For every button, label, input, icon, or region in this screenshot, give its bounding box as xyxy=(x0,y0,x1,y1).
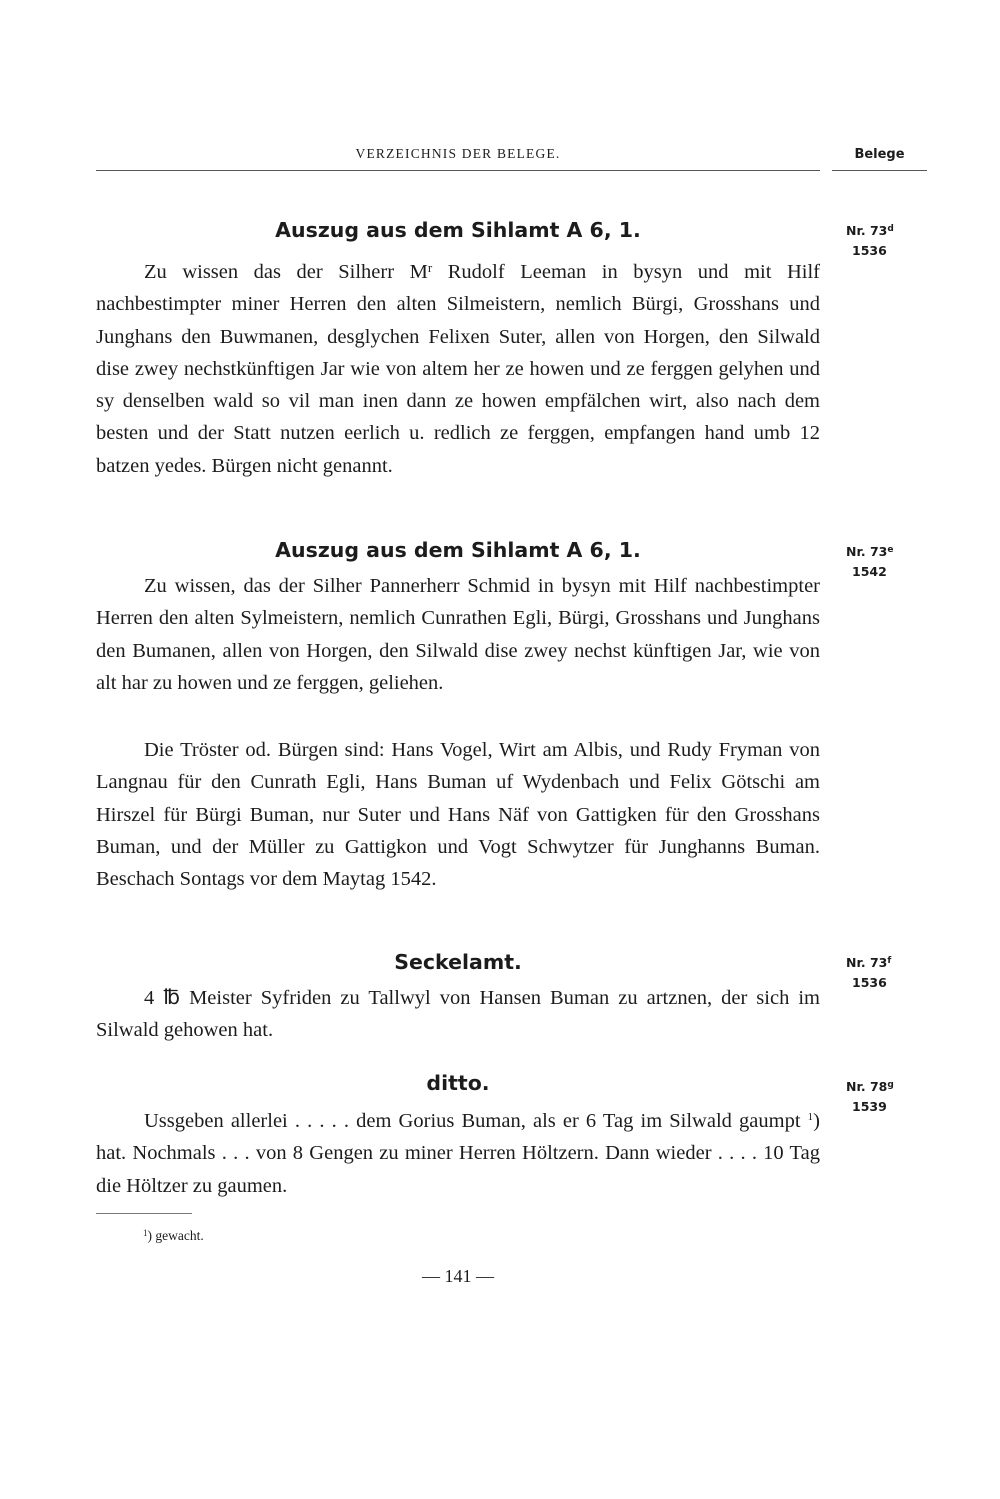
margin-header-rule xyxy=(832,170,927,171)
entry-year: 1542 xyxy=(852,564,887,579)
entry-heading-3: Seckelamt. xyxy=(394,950,522,974)
entry-paragraph: 4 ℔ Meister Syfriden zu Tallwyl von Hansen Buman zu artznen, der sich im Silwald gehowen hat. xyxy=(96,987,820,1042)
entry-year: 1539 xyxy=(852,1099,887,1114)
header-rule xyxy=(96,170,820,171)
entry-number: Nr. 73 xyxy=(846,955,888,970)
entry-number: Nr. 73 xyxy=(846,223,888,238)
entry-heading-1: Auszug aus dem Sihlamt A 6, 1. xyxy=(275,218,641,242)
entry-reference-4 xyxy=(846,1075,916,1117)
entry-heading-2: Auszug aus dem Sihlamt A 6, 1. xyxy=(275,538,641,562)
footnote-rule xyxy=(96,1213,192,1214)
entry-number-suffix: g xyxy=(887,1080,894,1090)
entry-paragraph: Ussgeben allerlei . . . . . dem Gorius Buman, als er 6 Tag im Silwald gaumpt $^1$) hat. Nochmals . . . von 8 Gengen zu miner Herren Höltzern. Dann wieder . . . . 10 Tag die Höltzer zu gaumen. xyxy=(96,1110,820,1197)
entry-reference-3 xyxy=(846,951,916,993)
entry-heading-4: ditto. xyxy=(426,1071,490,1095)
margin-header-label: Belege xyxy=(854,147,905,162)
entry-number-suffix: e xyxy=(887,545,894,555)
running-title: VERZEICHNIS DER BELEGE. xyxy=(355,146,561,161)
entry-reference-2 xyxy=(846,540,916,582)
footnote-text: ) gewacht. xyxy=(147,1228,204,1243)
entry-number: Nr. 73 xyxy=(846,544,888,559)
entry-paragraph: Die Tröster od. Bürgen sind: Hans Vogel, Wirt am Albis, und Rudy Fryman von Langnau für den Cunrath Egli, Hans Buman uf Wydenbach und Felix Götschi am Hirszel für Bürgi Buman, nur Suter und Hans Näf von Gattigken für den Grosshans Buman, und der Müller zu Gattigkon und Vogt Schwytzer für Junghanns Buman. Beschach Sontags vor dem Maytag 1542. xyxy=(96,739,820,891)
entry-paragraph: Zu wissen das der Silherr $M^r$ Rudolf Leeman in bysyn und mit Hilf nachbestimpter miner Herren den alten Silmeistern, nemlich Bürgi, Grosshans und Junghans den Buwmanen, desglychen Felixen Suter, allen von Horgen, den Silwald dise zwey nechstkünftigen Jar wie von altem her ze howen und ze ferggen gelyhen und sy denselben wald so vil man inen dann ze howen empfälchen wirt, also nach dem besten und der Statt nutzen eerlich u. redlich ze ferggen, empfangen hand umb 12 batzen yedes. Bürgen nicht genannt. xyxy=(96,260,820,477)
footnote xyxy=(143,1228,204,1244)
entry-number-suffix: d xyxy=(887,224,894,234)
entry-paragraph: Zu wissen, das der Silher Pannerherr Schmid in bysyn mit Hilf nachbestimpter Herren den alten Sylmeistern, nemlich Cunrathen Egli, Bürgi, Grosshans und Junghans den Bumanen, allen von Horgen, den Silwald dise zwey nechst künftigen Jar, wie von alt har zu howen und ze ferggen, geliehen. xyxy=(96,575,820,694)
footnote-reference: 1 xyxy=(807,1111,814,1123)
entry-number: Nr. 78 xyxy=(846,1079,888,1094)
footnote-mark: 1 xyxy=(143,1228,148,1238)
superscript-r: r xyxy=(427,260,433,275)
entry-reference-1 xyxy=(846,219,916,261)
entry-year: 1536 xyxy=(852,975,887,990)
entry-number-suffix: f xyxy=(887,956,892,966)
entry-year: 1536 xyxy=(852,243,887,258)
page-number: — 141 — xyxy=(422,1266,494,1286)
